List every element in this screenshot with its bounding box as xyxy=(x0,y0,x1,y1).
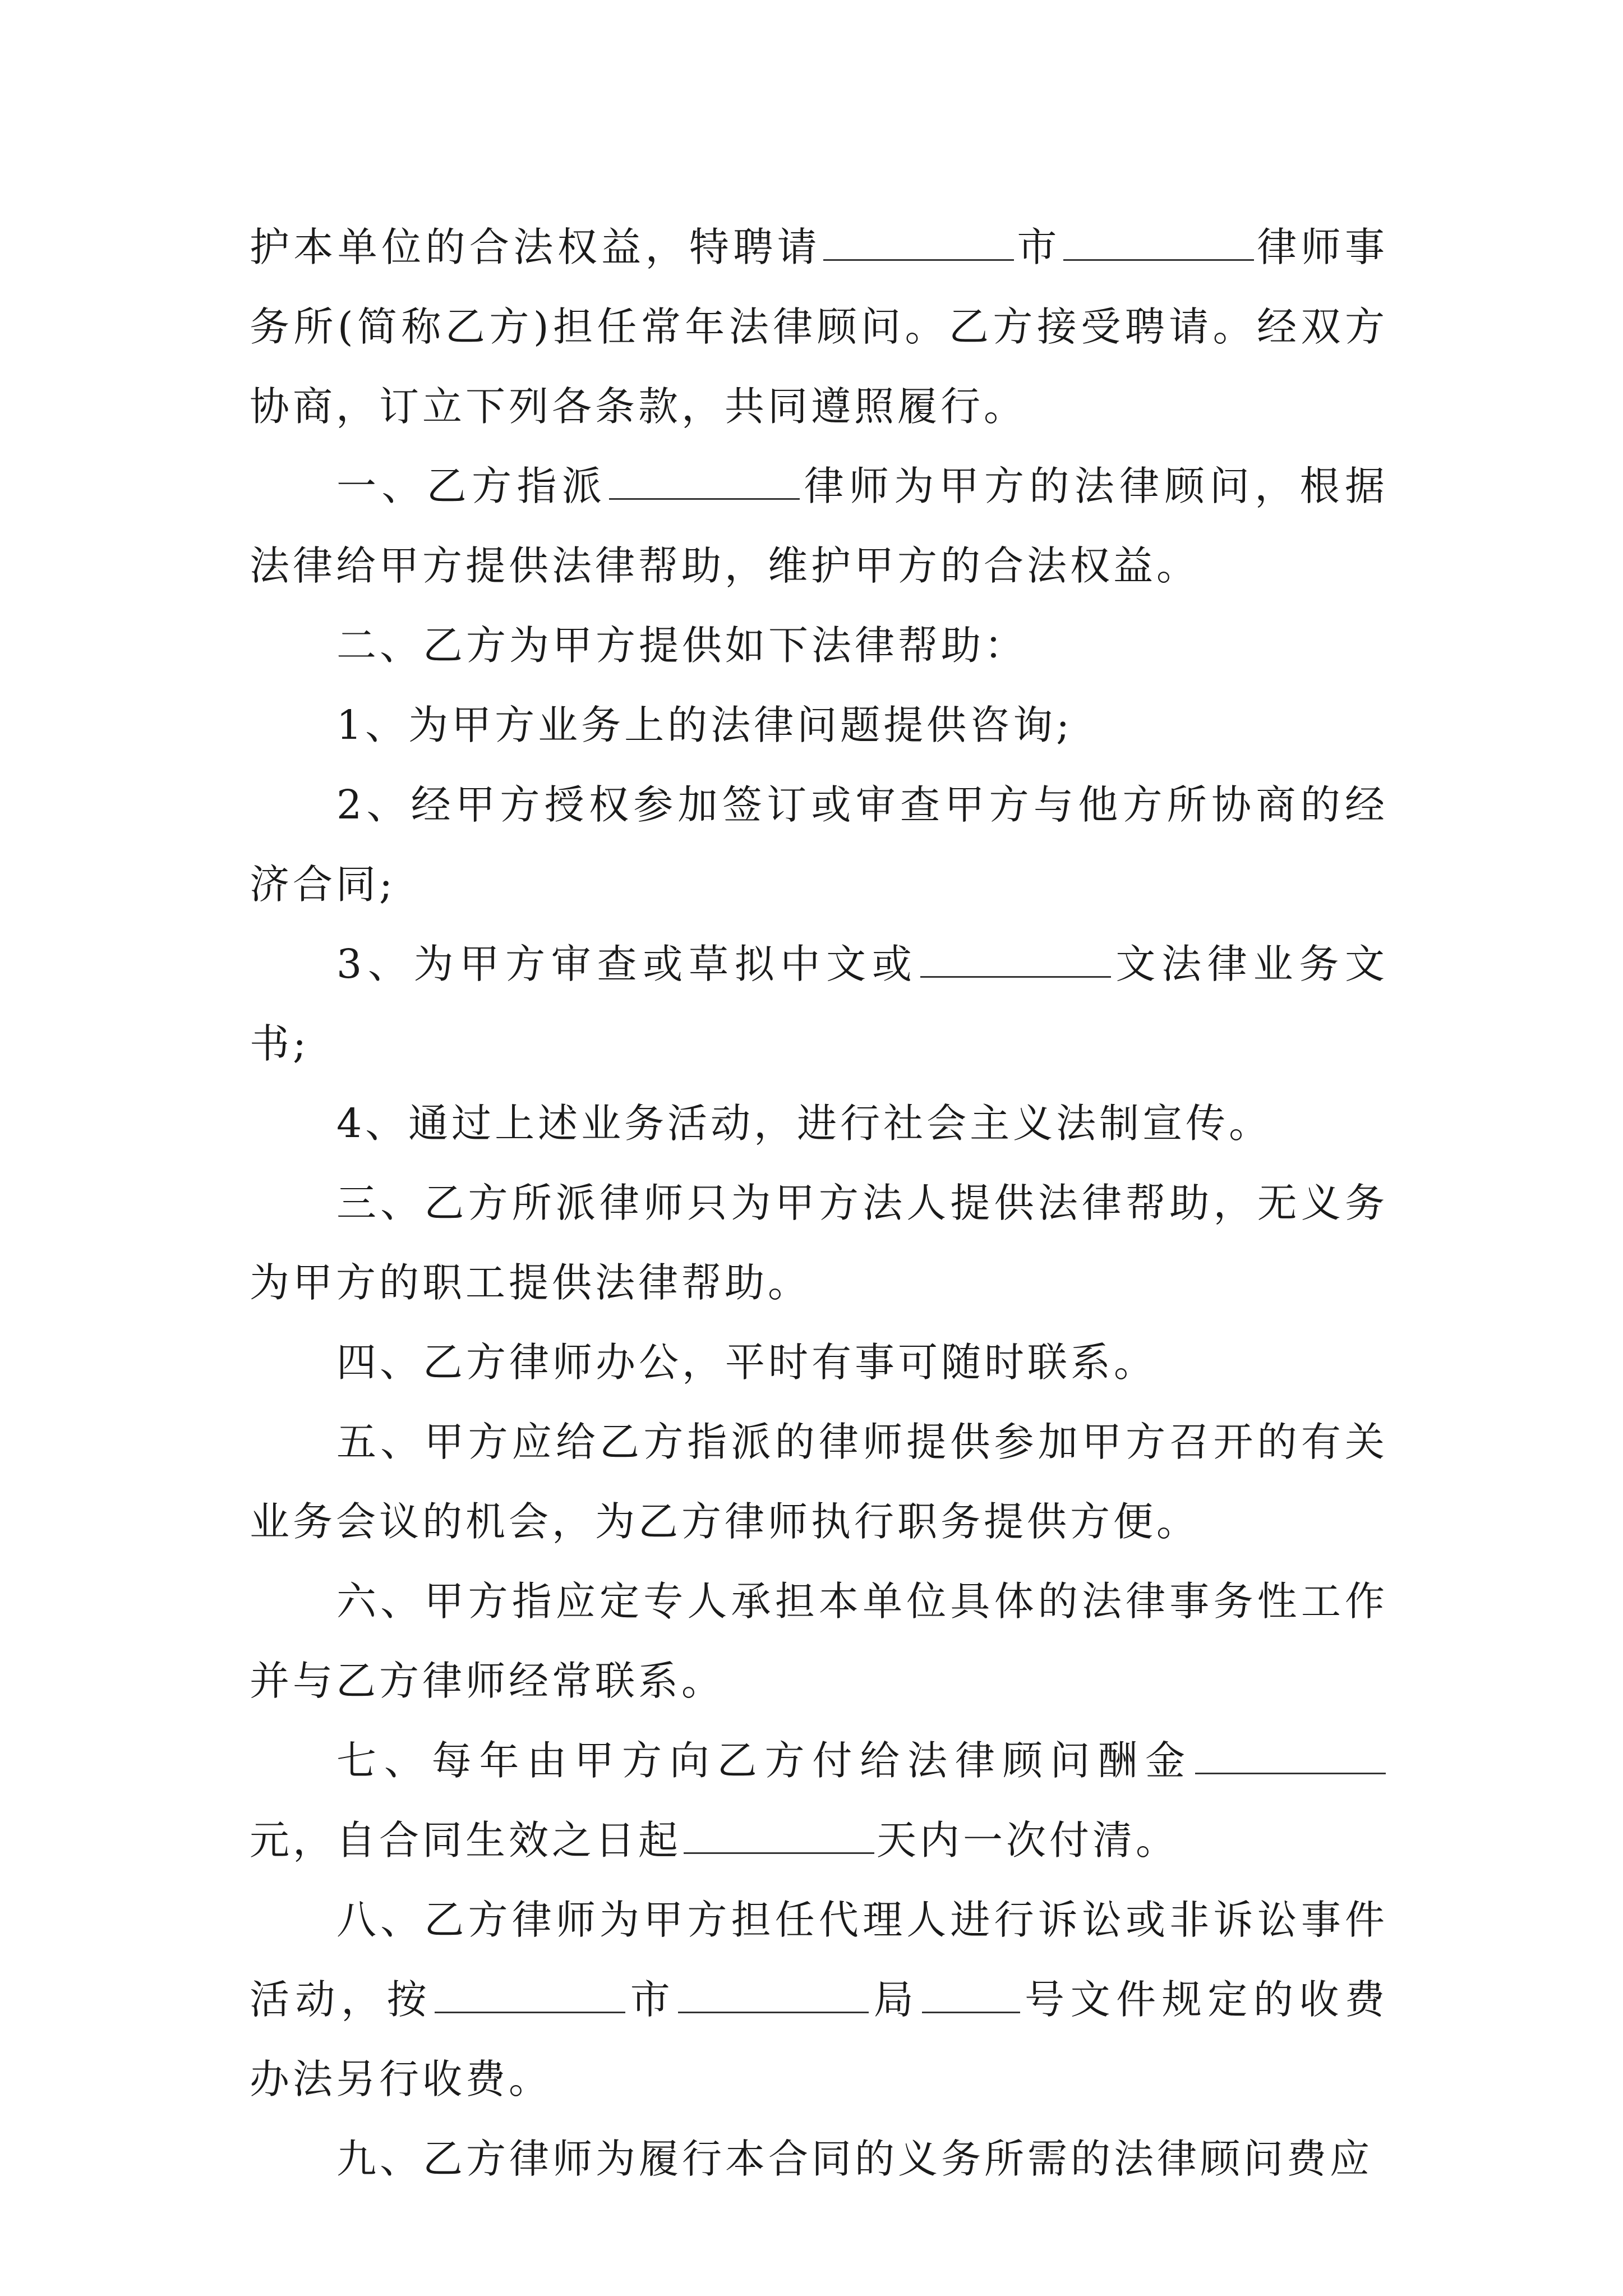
fill-in-blank xyxy=(684,1813,874,1854)
fill-in-blank xyxy=(1195,1733,1386,1774)
paragraph-5 xyxy=(250,765,1388,924)
paragraph-text: 三、乙方所派律师只为甲方法人提供法律帮助，无义务为甲方的职工提供法律帮助。 xyxy=(250,1180,1388,1306)
paragraph-6 xyxy=(250,924,1388,1084)
paragraph-text: 2、经甲方授权参加签订或审查甲方与他方所协商的经济合同; xyxy=(250,781,1388,908)
paragraph-10 xyxy=(250,1402,1388,1562)
paragraph-text: 3、为甲方审查或草拟中文或 xyxy=(336,941,918,987)
paragraph-text: 七、每年由甲方向乙方付给法律顾问酬金 xyxy=(336,1737,1193,1784)
paragraph-3 xyxy=(250,606,1388,685)
paragraph-4 xyxy=(250,685,1388,765)
fill-in-blank xyxy=(609,459,800,500)
contract-body xyxy=(250,208,1388,2199)
paragraph-text: 市 xyxy=(628,1976,676,2023)
paragraph-11 xyxy=(250,1562,1388,1721)
paragraph-13 xyxy=(250,1880,1388,2119)
paragraph-text: 护本单位的合法权益，特聘请 xyxy=(250,224,822,270)
paragraph-text: 号文件规定的收费办法另行收费。 xyxy=(250,1976,1388,2102)
paragraph-text: 局 xyxy=(871,1976,920,2023)
paragraph-12 xyxy=(250,1721,1388,1880)
paragraph-8 xyxy=(250,1163,1388,1323)
paragraph-text: 五、甲方应给乙方指派的律师提供参加甲方召开的有关业务会议的机会，为乙方律师执行职务提供方便。 xyxy=(250,1419,1388,1545)
paragraph-text: 律师事务所(简称乙方)担任常年法律顾问。乙方接受聘请。经双方协商，订立下列各条款，共同遵照履行。 xyxy=(250,224,1388,430)
fill-in-blank xyxy=(922,1972,1020,2013)
paragraph-text: 元，自合同生效之日起 xyxy=(250,1817,682,1864)
paragraph-9 xyxy=(250,1323,1388,1402)
paragraph-14 xyxy=(250,2119,1388,2199)
paragraph-text: 六、甲方指应定专人承担本单位具体的法律事务性工作并与乙方律师经常联系。 xyxy=(250,1578,1388,1704)
paragraph-text: 九、乙方律师为履行本合同的义务所需的法律顾问费应 xyxy=(336,2136,1373,2182)
paragraph-7 xyxy=(250,1084,1388,1163)
paragraph-text: 二、乙方为甲方提供如下法律帮助： xyxy=(336,622,1028,669)
paragraph-text: 天内一次付清。 xyxy=(877,1817,1179,1864)
fill-in-blank xyxy=(435,1972,625,2013)
fill-in-blank xyxy=(920,937,1111,978)
paragraph-text: 1、为甲方业务上的法律问题提供咨询; xyxy=(336,702,1073,748)
paragraph-text: 文法律业务文书; xyxy=(250,941,1388,1067)
paragraph-1 xyxy=(250,208,1388,447)
paragraph-text: 四、乙方律师办公，平时有事可随时联系。 xyxy=(336,1339,1158,1386)
paragraph-text: 市 xyxy=(1016,224,1061,270)
paragraph-2 xyxy=(250,447,1388,606)
fill-in-blank xyxy=(823,220,1014,261)
paragraph-text: 律师为甲方的法律顾问，根据法律给甲方提供法律帮助，维护甲方的合法权益。 xyxy=(250,463,1388,589)
paragraph-text: 一、乙方指派 xyxy=(336,463,607,509)
paragraph-text: 4、通过上述业务活动，进行社会主义法制宣传。 xyxy=(336,1100,1272,1147)
paragraph-text: 八、乙方律师为甲方担任代理人进行诉讼或非诉讼事件活动，按 xyxy=(250,1897,1388,2023)
fill-in-blank xyxy=(1063,220,1254,261)
fill-in-blank xyxy=(678,1972,869,2013)
